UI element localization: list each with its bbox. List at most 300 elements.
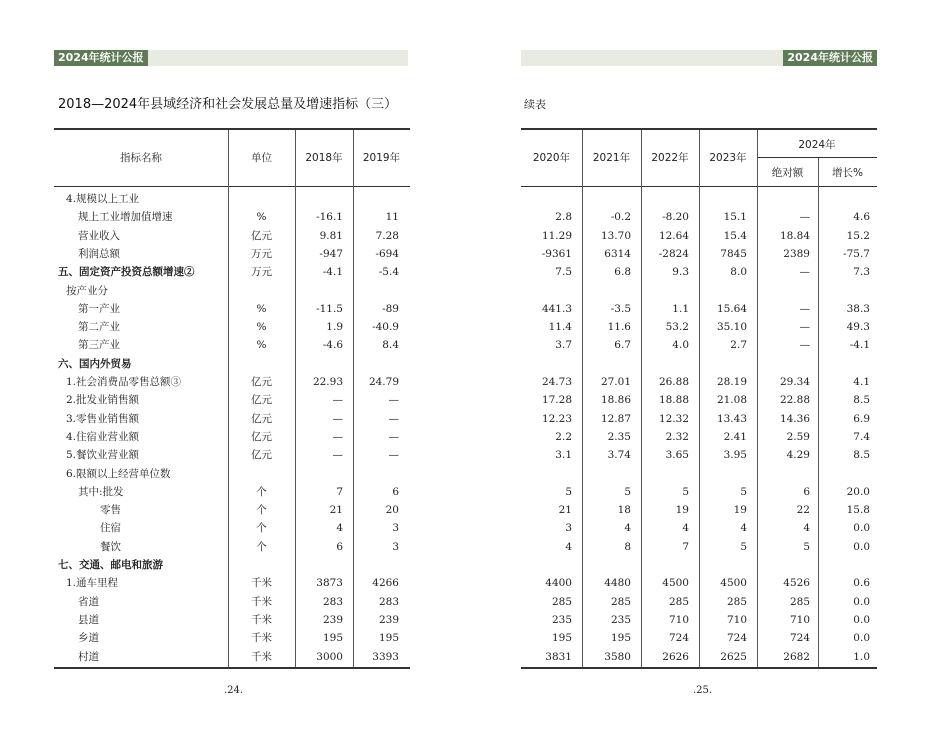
row-value: 12.23 — [541, 413, 572, 425]
col-header-2024: 2024年 — [798, 139, 836, 151]
row-value: 7 — [336, 486, 343, 498]
row-value: 285 — [668, 596, 689, 608]
table-row — [0, 556, 930, 574]
col-header-2021: 2021年 — [592, 152, 631, 164]
row-value: 4.29 — [786, 449, 810, 461]
row-value: 4 — [803, 522, 810, 534]
row-value: 6 — [336, 541, 343, 553]
row-value: 239 — [378, 614, 399, 626]
row-label: 第二产业 — [78, 321, 120, 333]
row-value — [818, 282, 870, 300]
row-unit: 万元 — [251, 266, 272, 278]
row-value: 4400 — [545, 577, 572, 589]
row-value — [582, 556, 631, 574]
row-unit: % — [256, 339, 267, 351]
left-bottom-rule — [54, 667, 410, 669]
row-value: — — [388, 449, 399, 461]
row-value: 11.29 — [541, 230, 572, 242]
row-value: -16.1 — [316, 211, 343, 223]
table-row — [0, 245, 930, 263]
row-value: 724 — [726, 632, 747, 644]
row-value: 4500 — [720, 577, 747, 589]
row-value: 3.1 — [555, 449, 572, 461]
row-value: 710 — [668, 614, 689, 626]
row-value: 6.8 — [614, 266, 631, 278]
row-value: -4.1 — [322, 266, 343, 278]
row-value: 3.65 — [665, 449, 689, 461]
row-value — [699, 355, 747, 373]
row-value: 22.93 — [312, 376, 343, 388]
row-value: 21 — [558, 504, 572, 516]
table-row — [0, 538, 930, 556]
table-row — [0, 501, 930, 519]
row-value: 11.6 — [607, 321, 631, 333]
table-row — [0, 593, 930, 611]
row-value: 4 — [624, 522, 631, 534]
table-row — [0, 282, 930, 300]
row-value: -2824 — [658, 248, 689, 260]
row-value: 19 — [733, 504, 747, 516]
row-value: — — [332, 394, 343, 406]
row-value: 28.19 — [716, 376, 747, 388]
row-unit: 个 — [256, 522, 267, 534]
row-value: 5 — [624, 486, 631, 498]
row-value — [582, 465, 631, 483]
row-label: 按产业分 — [66, 285, 108, 297]
table-row — [0, 483, 930, 501]
row-value: 3580 — [604, 651, 631, 663]
row-value: -5.4 — [378, 266, 399, 278]
row-unit — [228, 282, 295, 300]
table-row — [0, 373, 930, 391]
row-value — [353, 190, 399, 208]
row-value: 5 — [565, 486, 572, 498]
table-row — [0, 355, 930, 373]
col-header-2022: 2022年 — [651, 152, 689, 164]
row-value: 12.64 — [658, 230, 689, 242]
row-value — [818, 465, 870, 483]
row-value: 7.28 — [375, 230, 399, 242]
row-value: 195 — [378, 632, 399, 644]
row-value: 8.5 — [853, 449, 870, 461]
row-label: 零售 — [100, 504, 121, 516]
row-value — [757, 556, 810, 574]
row-value: 0.0 — [853, 632, 870, 644]
row-value — [521, 355, 572, 373]
row-value: -89 — [382, 303, 399, 315]
row-value: 3 — [565, 522, 572, 534]
row-value: 3000 — [316, 651, 343, 663]
row-value — [699, 282, 747, 300]
row-label: 餐饮 — [100, 541, 121, 553]
row-value: 22 — [796, 504, 810, 516]
table-row — [0, 611, 930, 629]
row-value — [295, 355, 343, 373]
continued-label: 续表 — [524, 98, 546, 111]
row-value — [353, 282, 399, 300]
row-value: 6 — [392, 486, 399, 498]
row-value: 2625 — [720, 651, 747, 663]
page-number-right: .25. — [693, 685, 713, 696]
row-value: 20 — [385, 504, 399, 516]
row-value: 13.43 — [716, 413, 747, 425]
row-value: 15.64 — [716, 303, 747, 315]
row-value: 3.95 — [723, 449, 747, 461]
row-value: 195 — [322, 632, 343, 644]
row-value — [521, 282, 572, 300]
row-value: 283 — [322, 596, 343, 608]
row-unit — [228, 556, 295, 574]
row-value — [521, 465, 572, 483]
row-value: -694 — [375, 248, 399, 260]
row-label: 六、国内外贸易 — [58, 358, 132, 370]
row-value: 15.8 — [846, 504, 870, 516]
row-value: 724 — [789, 632, 810, 644]
row-value: 2.59 — [786, 431, 810, 443]
row-value — [641, 355, 689, 373]
row-value: 2682 — [783, 651, 810, 663]
col-header-absolute: 绝对额 — [771, 167, 804, 179]
row-value: -3.5 — [610, 303, 631, 315]
row-value: 724 — [668, 632, 689, 644]
row-value: 26.88 — [658, 376, 689, 388]
row-value: -4.1 — [849, 339, 870, 351]
row-value — [699, 556, 747, 574]
row-value — [818, 355, 870, 373]
row-value: 38.3 — [846, 303, 870, 315]
row-value: 4266 — [372, 577, 399, 589]
row-value: 12.87 — [600, 413, 631, 425]
row-value: 11 — [385, 211, 399, 223]
row-label: 5.餐饮业营业额 — [66, 449, 140, 461]
row-value: -9361 — [541, 248, 572, 260]
row-value — [699, 190, 747, 208]
row-value: 195 — [551, 632, 572, 644]
row-value: 6.7 — [614, 339, 631, 351]
row-value: 7845 — [720, 248, 747, 260]
row-value: 21.08 — [716, 394, 747, 406]
row-value: 285 — [789, 596, 810, 608]
row-value: 0.0 — [853, 614, 870, 626]
row-value — [757, 465, 810, 483]
row-value: 18.84 — [779, 230, 810, 242]
row-value: 2.35 — [607, 431, 631, 443]
col-header-2018: 2018年 — [305, 152, 343, 164]
row-unit: 亿元 — [251, 449, 272, 461]
row-label: 6.限额以上经营单位数 — [66, 468, 171, 480]
row-value: 14.36 — [779, 413, 810, 425]
row-label: 省道 — [78, 596, 99, 608]
page-number-left: .24. — [224, 685, 244, 696]
row-value — [641, 465, 689, 483]
col-header-2019: 2019年 — [362, 152, 401, 164]
row-value: 283 — [378, 596, 399, 608]
row-unit: 千米 — [251, 632, 272, 644]
row-value — [699, 465, 747, 483]
row-value: 195 — [610, 632, 631, 644]
row-value: 4 — [682, 522, 689, 534]
table-row — [0, 519, 930, 537]
row-unit: 亿元 — [251, 394, 272, 406]
row-value: 5 — [740, 486, 747, 498]
col-header-growth: 增长% — [832, 167, 863, 179]
header-band-left — [54, 50, 408, 66]
row-value: — — [332, 413, 343, 425]
table-row — [0, 300, 930, 318]
row-label: 营业收入 — [78, 230, 120, 242]
row-label: 2.批发业销售额 — [66, 394, 140, 406]
row-value: 8.4 — [382, 339, 399, 351]
row-value: 18 — [617, 504, 631, 516]
col-header-2020: 2020年 — [532, 152, 571, 164]
table-row — [0, 336, 930, 354]
row-value: 4.0 — [672, 339, 689, 351]
row-unit: 千米 — [251, 577, 272, 589]
row-value: 6314 — [604, 248, 631, 260]
row-unit: % — [256, 321, 267, 333]
row-unit: 千米 — [251, 596, 272, 608]
row-value: 6.9 — [853, 413, 870, 425]
row-value: 4500 — [662, 577, 689, 589]
row-value: 1.9 — [326, 321, 343, 333]
row-value: 21 — [329, 504, 343, 516]
table-row — [0, 227, 930, 245]
row-value — [295, 190, 343, 208]
row-label: 村道 — [78, 651, 99, 663]
row-value: 7 — [682, 541, 689, 553]
row-value: 24.73 — [541, 376, 572, 388]
row-value: 3 — [392, 541, 399, 553]
row-unit: 个 — [256, 541, 267, 553]
row-value: 2.8 — [555, 211, 572, 223]
report-tag-right: 2024年统计公报 — [783, 50, 877, 66]
row-value: 1.0 — [853, 651, 870, 663]
row-unit — [228, 355, 295, 373]
row-value: 6 — [803, 486, 810, 498]
row-value: 0.0 — [853, 596, 870, 608]
report-tag-left: 2024年统计公报 — [54, 50, 148, 66]
row-value — [641, 556, 689, 574]
row-value: 4 — [565, 541, 572, 553]
row-unit: 个 — [256, 504, 267, 516]
right-bottom-rule — [521, 667, 877, 669]
row-label: 4.规模以上工业 — [66, 193, 140, 205]
table-row — [0, 208, 930, 226]
row-value: 3.7 — [555, 339, 572, 351]
row-value — [757, 282, 810, 300]
row-value: 7.3 — [853, 266, 870, 278]
row-value: 2389 — [783, 248, 810, 260]
row-value: 5 — [803, 541, 810, 553]
row-value — [582, 190, 631, 208]
row-value: 9.81 — [319, 230, 343, 242]
row-value: 22.88 — [779, 394, 810, 406]
table-row — [0, 465, 930, 483]
row-value: 9.3 — [672, 266, 689, 278]
table-title: 2018—2024年县域经济和社会发展总量及增速指标（三） — [58, 97, 398, 112]
row-value: 235 — [610, 614, 631, 626]
row-value: 710 — [789, 614, 810, 626]
row-value: 27.01 — [600, 376, 631, 388]
row-value — [818, 190, 870, 208]
row-value: 285 — [551, 596, 572, 608]
row-value: -8.20 — [662, 211, 689, 223]
table-row — [0, 391, 930, 409]
row-value: 5 — [740, 541, 747, 553]
row-value: — — [799, 211, 810, 223]
row-unit: % — [256, 211, 267, 223]
row-unit: 亿元 — [251, 431, 272, 443]
left-header-rule — [54, 186, 410, 187]
table-row — [0, 263, 930, 281]
row-label: 规上工业增加值增速 — [78, 211, 173, 223]
row-value: 17.28 — [541, 394, 572, 406]
row-label: 住宿 — [100, 522, 121, 534]
row-unit: % — [256, 303, 267, 315]
row-unit: 亿元 — [251, 413, 272, 425]
row-label: 第一产业 — [78, 303, 120, 315]
row-value: — — [388, 413, 399, 425]
row-value: 8.0 — [730, 266, 747, 278]
row-value: 13.70 — [600, 230, 631, 242]
row-value: 285 — [610, 596, 631, 608]
row-value: 4.6 — [853, 211, 870, 223]
row-value: 0.0 — [853, 522, 870, 534]
table-row — [0, 428, 930, 446]
row-label: 4.住宿业营业额 — [66, 431, 140, 443]
row-value: 2.2 — [555, 431, 572, 443]
row-value — [521, 190, 572, 208]
row-value: 12.32 — [658, 413, 689, 425]
row-value: — — [799, 321, 810, 333]
row-label: 七、交通、邮电和旅游 — [58, 559, 163, 571]
row-unit: 千米 — [251, 651, 272, 663]
row-value: 3393 — [372, 651, 399, 663]
row-value: — — [388, 394, 399, 406]
row-label: 第三产业 — [78, 339, 120, 351]
row-value: 24.79 — [368, 376, 399, 388]
table-row — [0, 410, 930, 428]
row-value — [641, 190, 689, 208]
row-value: 49.3 — [846, 321, 870, 333]
row-value: -75.7 — [843, 248, 870, 260]
row-label: 1.通车里程 — [66, 577, 119, 589]
row-value — [353, 355, 399, 373]
row-value: 0.6 — [853, 577, 870, 589]
row-value: 53.2 — [665, 321, 689, 333]
left-top-rule — [54, 128, 410, 130]
row-value: 2.41 — [723, 431, 747, 443]
row-value: 3831 — [545, 651, 572, 663]
row-unit: 亿元 — [251, 376, 272, 388]
row-value: 710 — [726, 614, 747, 626]
row-value: 4.1 — [853, 376, 870, 388]
row-value: -0.2 — [610, 211, 631, 223]
row-value — [295, 556, 343, 574]
row-value: — — [799, 339, 810, 351]
row-unit — [228, 190, 295, 208]
row-value: — — [332, 431, 343, 443]
row-label: 县道 — [78, 614, 99, 626]
col-header-unit: 单位 — [251, 152, 272, 164]
row-value: 285 — [726, 596, 747, 608]
row-value — [295, 282, 343, 300]
row-value: 19 — [675, 504, 689, 516]
row-label: 1.社会消费品零售总额③ — [66, 376, 182, 388]
row-value: — — [388, 431, 399, 443]
row-value — [295, 465, 343, 483]
row-value: 35.10 — [716, 321, 747, 333]
row-value: 239 — [322, 614, 343, 626]
row-value: 3873 — [316, 577, 343, 589]
row-value: 20.0 — [846, 486, 870, 498]
row-value: 18.88 — [658, 394, 689, 406]
row-value — [582, 355, 631, 373]
col-header-name: 指标名称 — [120, 152, 162, 164]
row-value — [353, 465, 399, 483]
row-unit — [228, 465, 295, 483]
header-band-right — [521, 50, 877, 66]
row-value — [353, 556, 399, 574]
table-row — [0, 318, 930, 336]
row-value: 441.3 — [541, 303, 572, 315]
row-value — [757, 355, 810, 373]
row-label: 利润总额 — [78, 248, 120, 260]
row-value — [641, 282, 689, 300]
table-row — [0, 648, 930, 666]
right-subheader-rule — [757, 157, 877, 158]
row-value: 29.34 — [779, 376, 810, 388]
row-unit: 个 — [256, 486, 267, 498]
row-value: -4.6 — [322, 339, 343, 351]
row-value: 5 — [682, 486, 689, 498]
row-value: 18.86 — [600, 394, 631, 406]
row-value: -947 — [319, 248, 343, 260]
table-row — [0, 629, 930, 647]
row-value: 2.32 — [665, 431, 689, 443]
row-value: 8 — [624, 541, 631, 553]
row-unit: 亿元 — [251, 230, 272, 242]
row-value: — — [332, 449, 343, 461]
row-value: 11.4 — [548, 321, 572, 333]
row-value: — — [799, 266, 810, 278]
row-value: — — [799, 303, 810, 315]
row-value: 7.4 — [853, 431, 870, 443]
row-value: 15.1 — [723, 211, 747, 223]
row-unit: 千米 — [251, 614, 272, 626]
row-value: 4 — [336, 522, 343, 534]
row-value — [582, 282, 631, 300]
row-value: -40.9 — [372, 321, 399, 333]
row-value: 15.4 — [723, 230, 747, 242]
row-label: 其中:批发 — [78, 486, 124, 498]
row-value: -11.5 — [316, 303, 343, 315]
table-row — [0, 446, 930, 464]
row-value: 2626 — [662, 651, 689, 663]
row-value: 3.74 — [607, 449, 631, 461]
row-value: 2.7 — [730, 339, 747, 351]
row-value: 3 — [392, 522, 399, 534]
row-value — [818, 556, 870, 574]
row-value: 4480 — [604, 577, 631, 589]
row-label: 乡道 — [78, 632, 99, 644]
row-value: 4 — [740, 522, 747, 534]
table-row — [0, 574, 930, 592]
row-value: 8.5 — [853, 394, 870, 406]
row-value: 7.5 — [555, 266, 572, 278]
table-row — [0, 190, 930, 208]
row-value: 4526 — [783, 577, 810, 589]
